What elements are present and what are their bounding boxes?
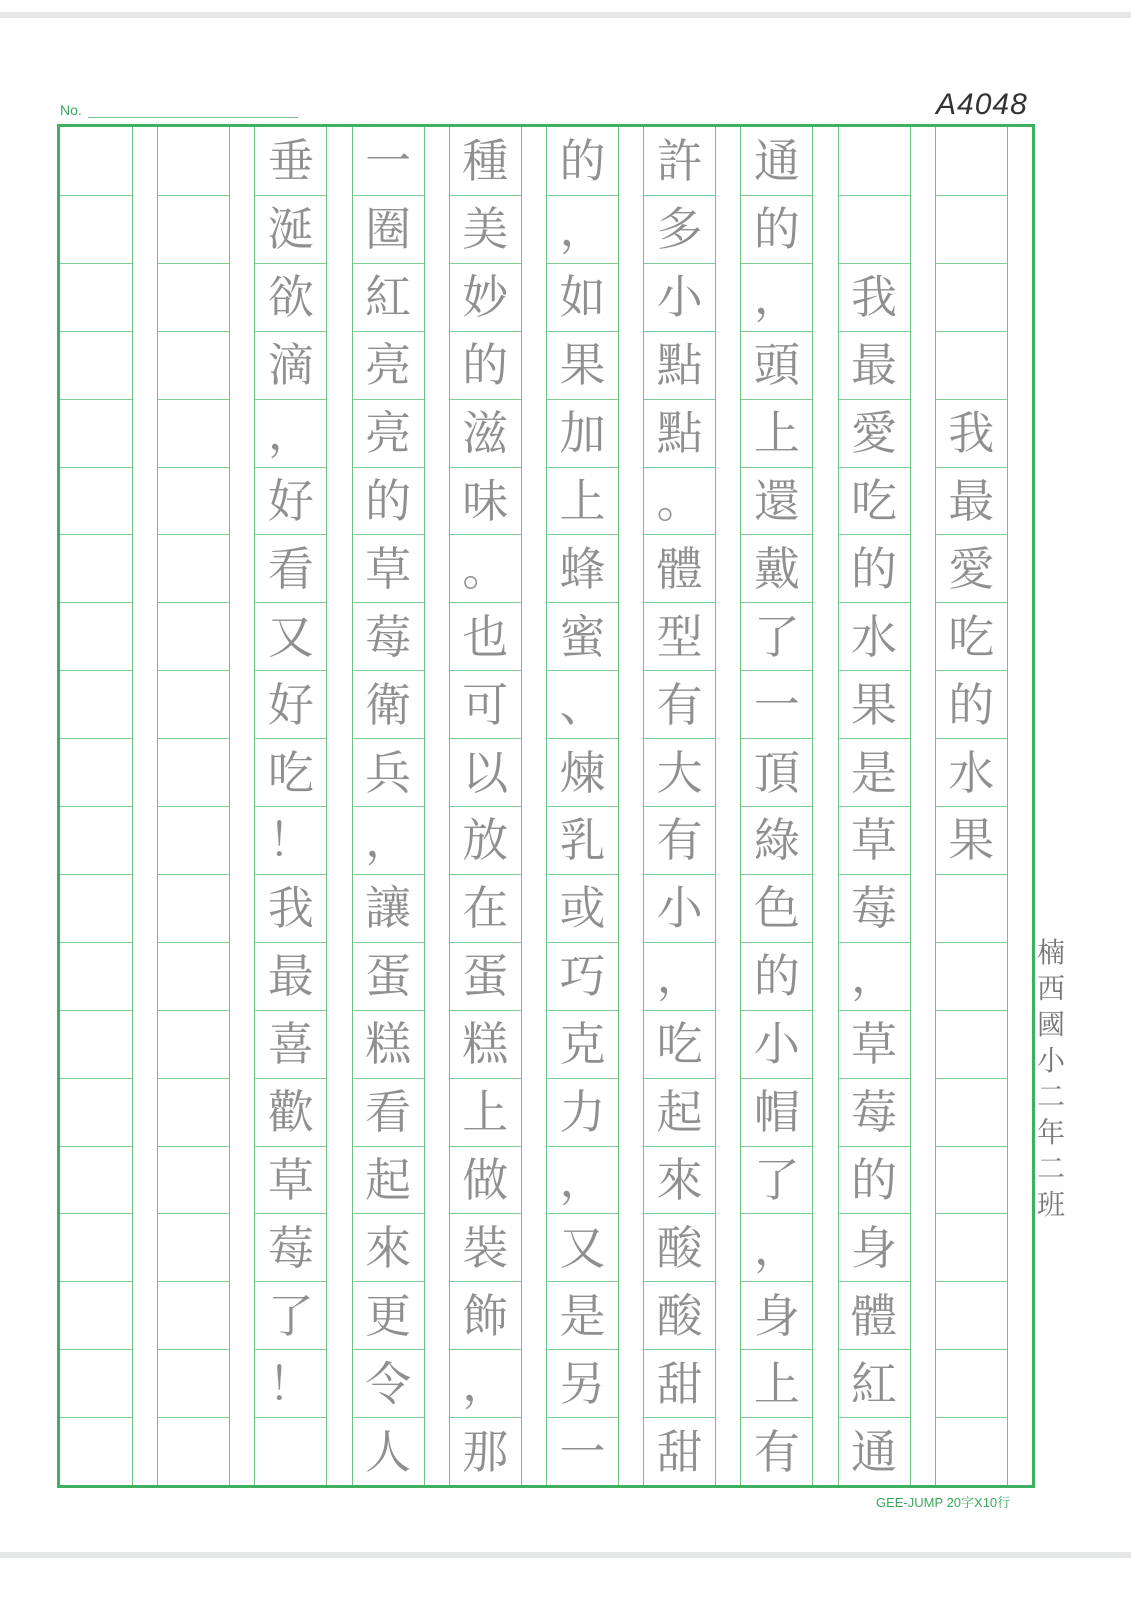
grid-cell bbox=[158, 195, 229, 263]
grid-cell: 好 bbox=[255, 467, 326, 535]
grid-cell: 巧 bbox=[547, 942, 618, 1010]
grid-cell: 莓 bbox=[839, 1078, 910, 1146]
grid-cell: 蜜 bbox=[547, 602, 618, 670]
grid-cell bbox=[936, 331, 1007, 399]
grid-cell: 吃 bbox=[936, 602, 1007, 670]
grid-cell: 的 bbox=[839, 1146, 910, 1214]
grid-cell: 果 bbox=[839, 670, 910, 738]
spacer-column bbox=[910, 127, 935, 1485]
writing-column-10 bbox=[60, 127, 132, 1485]
grid-cell: 最 bbox=[255, 942, 326, 1010]
grid-cell: ， bbox=[547, 195, 618, 263]
grid-cell: 頭 bbox=[741, 331, 812, 399]
grid-cell bbox=[158, 399, 229, 467]
grid-cell: 飾 bbox=[450, 1281, 521, 1349]
grid-cell: 起 bbox=[353, 1146, 424, 1214]
grid-cell: 點 bbox=[644, 331, 715, 399]
grid-cell: 的 bbox=[741, 942, 812, 1010]
grid-cell: 種 bbox=[462, 133, 509, 188]
grid-cell bbox=[60, 1417, 132, 1485]
grid-cell: 有 bbox=[644, 670, 715, 738]
grid-cell: 的 bbox=[839, 534, 910, 602]
grid-cell bbox=[158, 1281, 229, 1349]
grid-cell: 了 bbox=[255, 1281, 326, 1349]
grid-cell: 甜 bbox=[644, 1349, 715, 1417]
writing-column-7 bbox=[352, 127, 424, 1485]
grid-spec: 20字X10行 bbox=[946, 1495, 1011, 1510]
grid-cell: 愛 bbox=[936, 534, 1007, 602]
brand-label: GEE-JUMP bbox=[876, 1495, 943, 1510]
writing-column-8 bbox=[254, 127, 326, 1485]
grid-cell: 果 bbox=[936, 806, 1007, 874]
spacer-column bbox=[715, 127, 740, 1485]
grid-cell: 在 bbox=[450, 874, 521, 942]
grid-cell: 涎 bbox=[255, 195, 326, 263]
grid-cell bbox=[158, 127, 229, 195]
grid-cell: 看 bbox=[353, 1078, 424, 1146]
grid-cell bbox=[158, 1349, 229, 1417]
grid-cell bbox=[936, 127, 1007, 195]
grid-cell: ， bbox=[255, 399, 326, 467]
grid-cell: 的 bbox=[353, 467, 424, 535]
school-note-char: 二 bbox=[1036, 1152, 1065, 1185]
grid-cell: 的 bbox=[741, 195, 812, 263]
grid-cell: 體 bbox=[839, 1281, 910, 1349]
grid-cell: ， bbox=[353, 806, 424, 874]
grid-cell: 型 bbox=[644, 602, 715, 670]
grid-cell: 通 bbox=[839, 1417, 910, 1485]
grid-cell: ， bbox=[450, 1349, 521, 1417]
grid-cell: 衛 bbox=[353, 670, 424, 738]
grid-cell bbox=[158, 670, 229, 738]
scan-edge-top bbox=[0, 12, 1131, 18]
grid-cell: 莓 bbox=[255, 1213, 326, 1281]
number-label: No. bbox=[60, 102, 82, 118]
grid-cell: 又 bbox=[547, 1213, 618, 1281]
grid-cell: 讓 bbox=[353, 874, 424, 942]
grid-cell: ， bbox=[547, 1146, 618, 1214]
grid-cell: 吃 bbox=[839, 467, 910, 535]
grid-cell: 了 bbox=[741, 602, 812, 670]
grid-cell: 身 bbox=[741, 1281, 812, 1349]
grid-cell: 蛋 bbox=[353, 942, 424, 1010]
grid-cell: 做 bbox=[450, 1146, 521, 1214]
grid-cell: 通 bbox=[753, 133, 800, 188]
grid-cell: 放 bbox=[450, 806, 521, 874]
spacer-column bbox=[229, 127, 254, 1485]
writing-column-2 bbox=[838, 127, 910, 1485]
grid-cell: 有 bbox=[644, 806, 715, 874]
grid-cell bbox=[936, 1010, 1007, 1078]
grid-cell: 的 bbox=[936, 670, 1007, 738]
grid-cell: ， bbox=[741, 263, 812, 331]
grid-cell: ！ bbox=[255, 806, 326, 874]
grid-cell bbox=[60, 263, 132, 331]
grid-cell: 身 bbox=[839, 1213, 910, 1281]
grid-cell: 莓 bbox=[353, 602, 424, 670]
grid-cell: 另 bbox=[547, 1349, 618, 1417]
grid-cell: 、 bbox=[547, 670, 618, 738]
grid-cell: 那 bbox=[450, 1417, 521, 1485]
grid-cell bbox=[936, 1349, 1007, 1417]
grid-cell: 還 bbox=[741, 467, 812, 535]
grid-cell: 吃 bbox=[644, 1010, 715, 1078]
number-line bbox=[88, 117, 298, 118]
grid-cell bbox=[158, 1078, 229, 1146]
grid-cell: 克 bbox=[547, 1010, 618, 1078]
paper-footer bbox=[876, 1492, 1010, 1511]
grid-cell: 是 bbox=[839, 738, 910, 806]
grid-cell: 甜 bbox=[644, 1417, 715, 1485]
grid-cell: 小 bbox=[741, 1010, 812, 1078]
grid-cell: ！ bbox=[255, 1349, 326, 1417]
grid-cell bbox=[60, 331, 132, 399]
school-note-char: 年 bbox=[1036, 1116, 1065, 1149]
grid-cell: 一 bbox=[547, 1417, 618, 1485]
grid-cell bbox=[60, 806, 132, 874]
grid-cell: 欲 bbox=[255, 263, 326, 331]
grid-cell bbox=[60, 1281, 132, 1349]
grid-cell: 如 bbox=[547, 263, 618, 331]
grid-cell bbox=[158, 874, 229, 942]
grid-cell: 或 bbox=[547, 874, 618, 942]
grid-cell: 上 bbox=[547, 467, 618, 535]
grid-cell bbox=[158, 602, 229, 670]
grid-cell bbox=[158, 1213, 229, 1281]
grid-cell: 。 bbox=[644, 467, 715, 535]
grid-cell: 滋 bbox=[450, 399, 521, 467]
spacer-column bbox=[326, 127, 351, 1485]
grid-cell bbox=[60, 467, 132, 535]
grid-cell: 也 bbox=[450, 602, 521, 670]
grid-cell bbox=[60, 399, 132, 467]
grid-cell bbox=[936, 1146, 1007, 1214]
grid-cell: 色 bbox=[741, 874, 812, 942]
grid-cell bbox=[936, 874, 1007, 942]
spacer-column bbox=[812, 127, 837, 1485]
grid-cell: 。 bbox=[450, 534, 521, 602]
grid-cell bbox=[60, 1146, 132, 1214]
grid-cell bbox=[60, 1078, 132, 1146]
grid-cell: 乳 bbox=[547, 806, 618, 874]
scan-edge-bottom bbox=[0, 1552, 1131, 1558]
grid-cell: 草 bbox=[353, 534, 424, 602]
grid-cell: ， bbox=[839, 942, 910, 1010]
grid-cell bbox=[158, 467, 229, 535]
grid-cell bbox=[60, 670, 132, 738]
grid-cell: 來 bbox=[353, 1213, 424, 1281]
grid-cell: 有 bbox=[741, 1417, 812, 1485]
grid-cell: 帽 bbox=[741, 1078, 812, 1146]
grid-cell: 的 bbox=[450, 331, 521, 399]
spacer-column bbox=[424, 127, 449, 1485]
writing-column-1 bbox=[935, 127, 1007, 1485]
grid-cell: 最 bbox=[936, 467, 1007, 535]
writing-column-4 bbox=[643, 127, 715, 1485]
grid-cell bbox=[60, 738, 132, 806]
grid-cell bbox=[936, 195, 1007, 263]
grid-cell: 裝 bbox=[450, 1213, 521, 1281]
grid-cell: 大 bbox=[644, 738, 715, 806]
school-note-char: 西 bbox=[1036, 972, 1065, 1005]
spacer-column bbox=[132, 127, 157, 1485]
school-note-char: 班 bbox=[1036, 1188, 1065, 1221]
grid-cell: 許 bbox=[656, 133, 703, 188]
manuscript-grid bbox=[57, 124, 1035, 1488]
grid-cell: 酸 bbox=[644, 1213, 715, 1281]
writing-column-5 bbox=[546, 127, 618, 1485]
grid-cell bbox=[60, 602, 132, 670]
grid-cell: 力 bbox=[547, 1078, 618, 1146]
grid-cell: 糕 bbox=[450, 1010, 521, 1078]
grid-cell: 上 bbox=[741, 399, 812, 467]
grid-cell: 最 bbox=[839, 331, 910, 399]
grid-cell: 了 bbox=[741, 1146, 812, 1214]
grid-cell bbox=[60, 1349, 132, 1417]
grid-cell: 點 bbox=[644, 399, 715, 467]
grid-cell: 小 bbox=[644, 263, 715, 331]
school-note-char: 國 bbox=[1036, 1008, 1065, 1041]
grid-cell: 愛 bbox=[839, 399, 910, 467]
grid-cell: 蜂 bbox=[547, 534, 618, 602]
grid-cell bbox=[158, 1010, 229, 1078]
grid-cell: 看 bbox=[255, 534, 326, 602]
grid-cell bbox=[158, 1417, 229, 1485]
grid-cell: 垂 bbox=[267, 133, 314, 188]
school-note-char: 小 bbox=[1036, 1044, 1065, 1077]
school-class-note bbox=[1036, 935, 1066, 1223]
grid-cell: 草 bbox=[839, 1010, 910, 1078]
grid-cell bbox=[60, 942, 132, 1010]
grid-cell bbox=[936, 942, 1007, 1010]
grid-cell: 好 bbox=[255, 670, 326, 738]
grid-cell bbox=[839, 195, 910, 263]
grid-cell: 蛋 bbox=[450, 942, 521, 1010]
grid-cell bbox=[60, 534, 132, 602]
grid-cell bbox=[158, 263, 229, 331]
grid-cell: 煉 bbox=[547, 738, 618, 806]
grid-cell: 味 bbox=[450, 467, 521, 535]
grid-cell: 更 bbox=[353, 1281, 424, 1349]
grid-cell: 滴 bbox=[255, 331, 326, 399]
grid-cell: 酸 bbox=[644, 1281, 715, 1349]
spacer-column bbox=[1007, 127, 1032, 1485]
writing-column-3 bbox=[740, 127, 812, 1485]
grid-cell bbox=[60, 1213, 132, 1281]
grid-cell bbox=[936, 1078, 1007, 1146]
school-note-char: 楠 bbox=[1036, 936, 1065, 969]
grid-cell bbox=[158, 331, 229, 399]
grid-cell: 戴 bbox=[741, 534, 812, 602]
grid-cell: 紅 bbox=[353, 263, 424, 331]
grid-cell bbox=[158, 942, 229, 1010]
grid-cell bbox=[158, 534, 229, 602]
grid-cell: 以 bbox=[450, 738, 521, 806]
grid-cell: 草 bbox=[255, 1146, 326, 1214]
grid-cell: 圈 bbox=[353, 195, 424, 263]
grid-cell: 水 bbox=[839, 602, 910, 670]
grid-cell: 糕 bbox=[353, 1010, 424, 1078]
school-note-char: 二 bbox=[1036, 1080, 1065, 1113]
grid-cell bbox=[936, 1213, 1007, 1281]
grid-cell: 草 bbox=[839, 806, 910, 874]
grid-cell: 妙 bbox=[450, 263, 521, 331]
serial-number: A4048 bbox=[936, 88, 1028, 121]
grid-cell: 上 bbox=[450, 1078, 521, 1146]
grid-cell: 人 bbox=[353, 1417, 424, 1485]
grid-cell: 一 bbox=[365, 133, 412, 188]
grid-cell bbox=[839, 127, 910, 195]
writing-column-9 bbox=[157, 127, 229, 1485]
grid-cell: 莓 bbox=[839, 874, 910, 942]
grid-cell: 水 bbox=[936, 738, 1007, 806]
grid-cell bbox=[60, 874, 132, 942]
spacer-column bbox=[521, 127, 546, 1485]
grid-cell bbox=[60, 195, 132, 263]
grid-cell: 多 bbox=[644, 195, 715, 263]
grid-cell: ， bbox=[644, 942, 715, 1010]
grid-cell: 來 bbox=[644, 1146, 715, 1214]
grid-cell bbox=[936, 1417, 1007, 1485]
grid-cell: 綠 bbox=[741, 806, 812, 874]
grid-cell: 的 bbox=[559, 133, 606, 188]
grid-cell: 加 bbox=[547, 399, 618, 467]
grid-cell: 可 bbox=[450, 670, 521, 738]
grid-cell: 令 bbox=[353, 1349, 424, 1417]
grid-cell: 是 bbox=[547, 1281, 618, 1349]
grid-cell: 歡 bbox=[255, 1078, 326, 1146]
grid-cell bbox=[158, 1146, 229, 1214]
grid-cell: 紅 bbox=[839, 1349, 910, 1417]
writing-column-6 bbox=[449, 127, 521, 1485]
grid-cell: 美 bbox=[450, 195, 521, 263]
grid-cell: 吃 bbox=[255, 738, 326, 806]
grid-cell: 我 bbox=[255, 874, 326, 942]
grid-cell bbox=[60, 1010, 132, 1078]
grid-cell: 亮 bbox=[353, 399, 424, 467]
grid-cell: ， bbox=[741, 1213, 812, 1281]
grid-cell: 果 bbox=[547, 331, 618, 399]
grid-cell: 起 bbox=[644, 1078, 715, 1146]
grid-cell bbox=[158, 738, 229, 806]
grid-cell bbox=[936, 1281, 1007, 1349]
grid-cell bbox=[158, 806, 229, 874]
grid-cell: 小 bbox=[644, 874, 715, 942]
grid-cell: 頂 bbox=[741, 738, 812, 806]
grid-cell bbox=[936, 263, 1007, 331]
spacer-column bbox=[618, 127, 643, 1485]
grid-cell: 亮 bbox=[353, 331, 424, 399]
grid-cell: 喜 bbox=[255, 1010, 326, 1078]
grid-cell: 體 bbox=[644, 534, 715, 602]
grid-cell bbox=[255, 1417, 326, 1485]
grid-cell bbox=[60, 127, 132, 195]
grid-cell: 一 bbox=[741, 670, 812, 738]
grid-cell: 我 bbox=[936, 399, 1007, 467]
grid-cell: 兵 bbox=[353, 738, 424, 806]
grid-cell: 又 bbox=[255, 602, 326, 670]
grid-cell: 上 bbox=[741, 1349, 812, 1417]
grid-cell: 我 bbox=[839, 263, 910, 331]
